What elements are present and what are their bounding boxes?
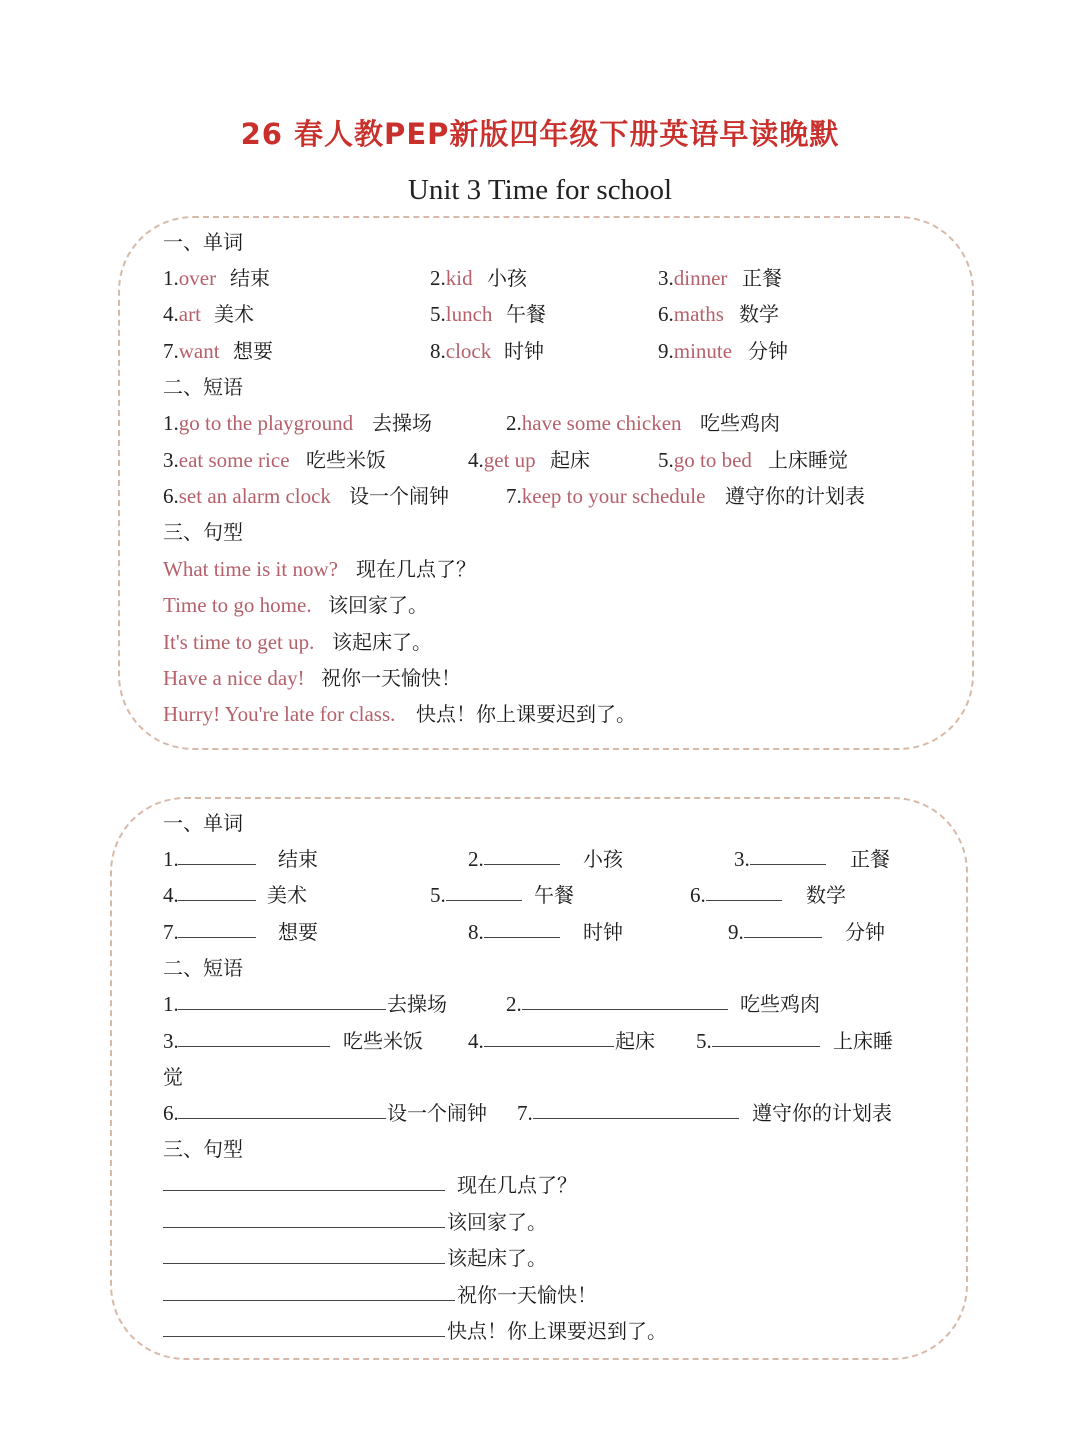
quiz-phrases-header: 二、短语 — [163, 956, 243, 980]
page-title: 26 春人教PEP新版四年级下册英语早读晚默 — [240, 117, 840, 151]
blank-meaning: 去操场 — [387, 992, 447, 1016]
blank-number: 1. — [163, 992, 179, 1016]
sentence-cn: 该起床了。 — [332, 630, 432, 654]
blank-number: 7. — [163, 920, 179, 944]
phrase-item: 6.set an alarm clock — [163, 484, 331, 508]
word-item: 5.lunch — [430, 302, 493, 326]
blank-number: 4. — [468, 1029, 484, 1053]
answer-blank[interactable] — [178, 1009, 386, 1010]
word-item: 4.art — [163, 302, 201, 326]
blank-number: 7. — [517, 1101, 533, 1125]
phrase-meaning: 上床睡觉 — [768, 448, 848, 472]
phrases-header: 二、短语 — [163, 375, 243, 399]
answer-blank[interactable] — [533, 1118, 739, 1119]
answer-blank[interactable] — [163, 1263, 445, 1264]
word-item: 2.kid — [430, 266, 473, 290]
unit-subtitle: Unit 3 Time for school — [407, 174, 673, 206]
blank-number: 1. — [163, 847, 179, 871]
sentence-en: What time is it now? — [163, 557, 338, 581]
phrase-meaning: 吃些米饭 — [306, 448, 386, 472]
sentences-header: 三、句型 — [163, 520, 243, 544]
blank-meaning: 起床 — [615, 1029, 655, 1053]
answer-blank[interactable] — [712, 1046, 820, 1047]
word-meaning: 分钟 — [748, 339, 788, 363]
phrase-item: 7.keep to your schedule — [506, 484, 706, 508]
words-header: 一、单词 — [163, 230, 243, 254]
answer-blank[interactable] — [178, 900, 256, 901]
blank-meaning: 午餐 — [534, 883, 574, 907]
phrase-meaning: 遵守你的计划表 — [725, 484, 865, 508]
answer-blank[interactable] — [178, 1118, 386, 1119]
answer-blank[interactable] — [706, 900, 782, 901]
phrase-meaning: 吃些鸡肉 — [700, 411, 780, 435]
blank-number: 8. — [468, 920, 484, 944]
phrase-item: 4.get up — [468, 448, 536, 472]
blank-meaning: 想要 — [278, 920, 318, 944]
blank-meaning: 遵守你的计划表 — [752, 1101, 892, 1125]
phrase-meaning: 设一个闹钟 — [349, 484, 449, 508]
word-item: 8.clock — [430, 339, 492, 363]
answer-blank[interactable] — [484, 1046, 614, 1047]
answer-blank[interactable] — [484, 937, 560, 938]
sentence-en: Have a nice day! — [163, 666, 305, 690]
blank-meaning: 结束 — [278, 847, 318, 871]
word-meaning: 小孩 — [487, 266, 527, 290]
blank-meaning: 现在几点了？ — [457, 1173, 577, 1197]
sentence-cn: 该回家了。 — [328, 593, 428, 617]
word-meaning: 美术 — [214, 302, 254, 326]
blank-number: 2. — [506, 992, 522, 1016]
phrase-item: 5.go to bed — [658, 448, 752, 472]
phrase-meaning: 起床 — [550, 448, 590, 472]
quiz-sentences-header: 三、句型 — [163, 1137, 243, 1161]
phrase-meaning: 去操场 — [372, 411, 432, 435]
phrase-item: 1.go to the playground — [163, 411, 354, 435]
sentence-cn: 祝你一天愉快！ — [321, 666, 461, 690]
sentence-cn: 快点！你上课要迟到了。 — [416, 702, 636, 726]
blank-number: 6. — [690, 883, 706, 907]
blank-number: 9. — [728, 920, 744, 944]
word-item: 1.over — [163, 266, 217, 290]
word-meaning: 正餐 — [742, 266, 782, 290]
word-item: 9.minute — [658, 339, 733, 363]
blank-meaning: 数学 — [806, 883, 846, 907]
answer-blank[interactable] — [446, 900, 522, 901]
blank-meaning: 美术 — [267, 883, 307, 907]
blank-meaning: 祝你一天愉快！ — [457, 1283, 597, 1307]
answer-blank[interactable] — [163, 1190, 445, 1191]
answer-blank[interactable] — [484, 864, 560, 865]
word-meaning: 结束 — [230, 266, 270, 290]
sentence-cn: 现在几点了？ — [356, 557, 476, 581]
blank-number: 5. — [696, 1029, 712, 1053]
answer-blank[interactable] — [750, 864, 826, 865]
sentence-en: Time to go home. — [163, 593, 312, 617]
blank-meaning: 吃些鸡肉 — [740, 992, 820, 1016]
sentence-en: Hurry! You're late for class. — [163, 702, 396, 726]
word-item: 7.want — [163, 339, 220, 363]
answer-blank[interactable] — [178, 1046, 330, 1047]
word-meaning: 午餐 — [506, 302, 546, 326]
blank-meaning-wrap: 觉 — [163, 1065, 183, 1089]
blank-meaning: 小孩 — [583, 847, 623, 871]
word-item: 6.maths — [658, 302, 724, 326]
blank-meaning: 时钟 — [583, 920, 623, 944]
answer-blank[interactable] — [163, 1227, 445, 1228]
word-meaning: 数学 — [739, 302, 779, 326]
blank-number: 4. — [163, 883, 179, 907]
answer-blank[interactable] — [744, 937, 822, 938]
answer-blank[interactable] — [178, 937, 256, 938]
blank-number: 2. — [468, 847, 484, 871]
blank-number: 3. — [163, 1029, 179, 1053]
word-item: 3.dinner — [658, 266, 728, 290]
blank-meaning: 该回家了。 — [447, 1210, 547, 1234]
answer-blank[interactable] — [163, 1336, 445, 1337]
word-meaning: 想要 — [233, 339, 273, 363]
blank-meaning: 正餐 — [850, 847, 890, 871]
blank-meaning: 吃些米饭 — [343, 1029, 423, 1053]
phrase-item: 3.eat some rice — [163, 448, 290, 472]
sentence-en: It's time to get up. — [163, 630, 315, 654]
blank-meaning: 快点！你上课要迟到了。 — [447, 1319, 667, 1343]
blank-meaning: 上床睡 — [833, 1029, 893, 1053]
quiz-words-header: 一、单词 — [163, 811, 243, 835]
answer-blank[interactable] — [178, 864, 256, 865]
blank-number: 3. — [734, 847, 750, 871]
blank-number: 5. — [430, 883, 446, 907]
answer-blank[interactable] — [163, 1300, 455, 1301]
blank-number: 6. — [163, 1101, 179, 1125]
word-meaning: 时钟 — [504, 339, 544, 363]
blank-meaning: 该起床了。 — [447, 1246, 547, 1270]
blank-meaning: 设一个闹钟 — [387, 1101, 487, 1125]
answer-blank[interactable] — [522, 1009, 728, 1010]
blank-meaning: 分钟 — [845, 920, 885, 944]
phrase-item: 2.have some chicken — [506, 411, 682, 435]
